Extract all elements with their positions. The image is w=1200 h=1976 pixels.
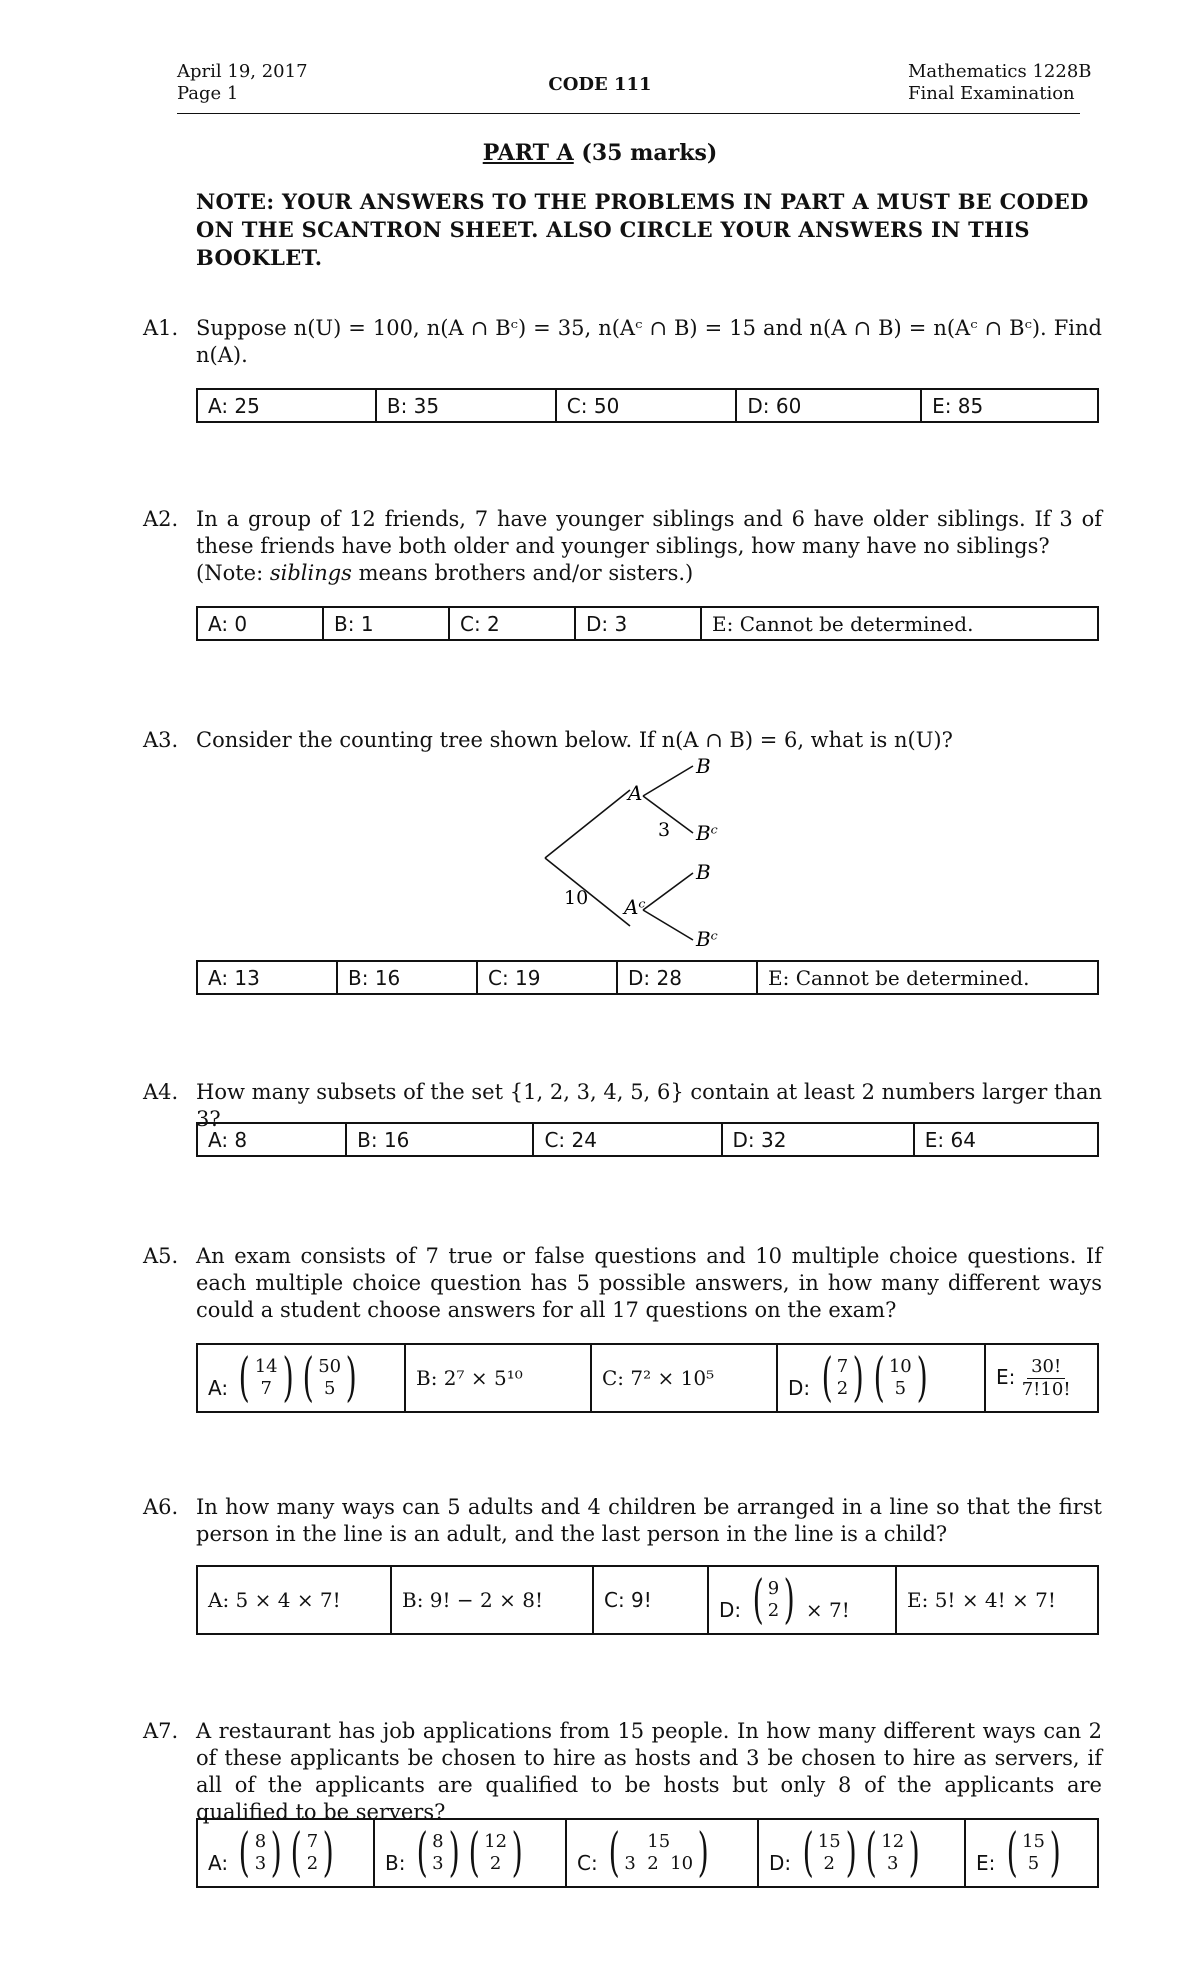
binom-top: 14 [254,1356,278,1377]
question-number: A3. [143,728,179,752]
question-number: A1. [143,316,179,340]
binom-bottom: 5 [323,1378,336,1399]
tree-leaf-b: B [696,754,711,778]
option-a[interactable]: A: 0 [197,607,323,640]
binomial: ( 8 3 ) [239,1823,282,1883]
answer-options [196,1343,1099,1413]
binom-top: 12 [484,1831,508,1852]
option-c[interactable]: C: 19 [477,961,617,994]
binom-bottom: 2 [306,1853,319,1874]
option-d[interactable] [777,1344,985,1412]
tree-branch-label: 10 [564,887,589,909]
option-label: A: [208,1851,229,1875]
option-c[interactable]: C: 50 [556,389,737,422]
option-label: A: [208,1376,229,1400]
page-number: Page 1 [177,83,239,104]
option-d[interactable]: D: 28 [617,961,757,994]
binom-top: 7 [836,1356,849,1377]
option-e[interactable]: E: Cannot be determined. [701,607,1098,640]
binom-bottom: 5 [1027,1853,1040,1874]
question-text: In how many ways can 5 adults and 4 children be arranged in a line so that the first person in the line is an adult, and the last person in the line is a child? [196,1495,1102,1546]
option-a[interactable] [197,1344,405,1412]
question-number: A2. [143,507,179,531]
binomial: ( 7 2 ) [821,1348,864,1408]
note-prefix: (Note: [196,561,270,585]
binom-bottom: 2 [767,1600,780,1621]
binom-top: 12 [881,1831,905,1852]
option-b[interactable]: B: 16 [337,961,477,994]
header-rule [177,113,1080,114]
course-name: Mathematics 1228B [908,61,1092,82]
exam-name: Final Examination [908,83,1075,104]
option-b[interactable] [374,1819,566,1887]
binom-top: 10 [888,1356,912,1377]
answer-options [196,960,1099,995]
tree-edge-root-a [545,790,630,858]
tree-node-a: A [628,781,643,805]
option-d[interactable]: D: 32 [722,1123,914,1156]
question-text: An exam consists of 7 true or false questions and 10 multiple choice questions. If each multiple choice question has 5 possible answers, in how many different ways could a student choose answers for all 17 questions on the exam? [196,1244,1102,1322]
question-number: A7. [143,1719,179,1743]
tree-node-ac: Aᶜ [624,895,646,919]
option-a[interactable]: A: 13 [197,961,337,994]
header-right [908,61,1092,105]
binom-top: 8 [254,1831,267,1852]
binom-bottom: 3 [887,1853,899,1874]
option-b[interactable]: B: 35 [376,389,556,422]
option-e[interactable]: E: 85 [921,389,1098,422]
binomial: ( 15 5 ) [1006,1823,1061,1883]
fraction-denominator: 7!10! [1021,1378,1071,1400]
question-text: How many subsets of the set {1, 2, 3, 4, 5, 6} contain at least 2 numbers larger than 3? [196,1080,1102,1131]
option-c[interactable]: C: 2 [449,607,575,640]
binom-bottom: 7 [260,1378,272,1399]
option-e[interactable] [985,1344,1098,1412]
option-label: D: [719,1598,742,1622]
binom-bottom: 3 [254,1853,267,1874]
fraction [1022,1356,1071,1401]
option-label: D: [788,1376,811,1400]
counting-tree-diagram [530,750,760,950]
binom-top: 7 [306,1831,319,1852]
binom-top: 9 [767,1578,780,1599]
instructions-note: NOTE: YOUR ANSWERS TO THE PROBLEMS IN PART A MUST BE CODED ON THE SCANTRON SHEET. ALSO CIRCLE YOUR ANSWERS IN THIS BOOKLET. [196,189,1089,270]
tree-leaf-b: B [696,860,711,884]
note-term: siblings [269,561,352,585]
binomial: ( 15 2 ) [802,1823,857,1883]
option-b[interactable]: B: 9! − 2 × 8! [391,1566,593,1634]
option-d[interactable] [708,1566,896,1634]
question-number: A4. [143,1080,179,1104]
binom-top: 50 [318,1356,342,1377]
option-a[interactable]: A: 8 [197,1123,346,1156]
option-e[interactable]: E: 5! × 4! × 7! [896,1566,1098,1634]
multinomial: ( 15 3 2 10 ) [608,1823,709,1883]
binomial: ( 12 2 ) [468,1823,523,1883]
option-label: B: [385,1851,406,1875]
question-text: Consider the counting tree shown below. If n(A ∩ B) = 6, what is n(U)? [196,728,953,752]
option-e[interactable]: E: Cannot be determined. [757,961,1098,994]
binomial: ( 50 5 ) [302,1348,357,1408]
option-c[interactable]: C: 7² × 10⁵ [591,1344,777,1412]
tree-leaf-bc: Bᶜ [696,927,718,950]
note-suffix: means brothers and/or sisters.) [351,561,694,585]
binom-bottom: 5 [894,1378,907,1399]
tree-edge-ac-b [643,873,693,910]
binom-top: 15 [1022,1831,1045,1852]
option-label: E: [976,1851,996,1875]
answer-options [196,1818,1099,1888]
answer-options [196,606,1099,641]
part-marks: (35 marks) [581,140,718,166]
option-e[interactable]: E: 64 [914,1123,1098,1156]
binom-top: 15 [817,1831,841,1852]
exam-code: CODE 111 [548,74,652,95]
binom-bottom: 3 2 10 [624,1853,694,1874]
option-label: E: [996,1364,1016,1389]
binom-bottom: 2 [823,1853,835,1874]
option-a[interactable]: A: 25 [197,389,376,422]
part-heading [0,140,1200,166]
option-e[interactable] [965,1819,1098,1887]
binom-bottom: 3 [432,1853,444,1874]
option-d[interactable]: D: 60 [736,389,921,422]
option-b[interactable]: B: 2⁷ × 5¹⁰ [405,1344,591,1412]
binom-bottom: 2 [836,1378,849,1399]
binomial: ( 8 3 ) [416,1823,460,1883]
question-text: Suppose n(U) = 100, n(A ∩ Bᶜ) = 35, n(Aᶜ ∩ B) = 15 and n(A ∩ B) = n(Aᶜ ∩ Bᶜ). Find n(A). [196,316,1102,367]
option-tail: × 7! [805,1598,850,1622]
tree-edge-a-b [643,766,693,796]
question-number: A6. [143,1495,179,1519]
fraction-numerator: 30! [1027,1356,1065,1379]
binom-bottom: 2 [489,1853,502,1874]
option-label: D: [769,1851,792,1875]
binom-top: 15 [647,1831,671,1852]
option-b[interactable]: B: 1 [323,607,449,640]
binomial: ( 7 2 ) [291,1823,334,1883]
question-body: In a group of 12 friends, 7 have younger siblings and 6 have older siblings. If 3 of these friends have both older and younger siblings, how many have no siblings? [196,507,1102,558]
question-text [196,506,1102,587]
question-number: A5. [143,1244,179,1268]
option-a[interactable]: A: 5 × 4 × 7! [197,1566,391,1634]
binomial: ( 12 3 ) [865,1823,920,1883]
option-a[interactable] [197,1819,374,1887]
tree-leaf-bc: Bᶜ [696,821,718,845]
binomial: ( 10 5 ) [873,1348,928,1408]
answer-options [196,1122,1099,1157]
tree-edge-ac-bc [643,910,693,940]
option-b[interactable]: B: 16 [346,1123,533,1156]
binomial: ( 14 7 ) [239,1348,294,1408]
answer-options [196,388,1099,423]
option-d[interactable] [758,1819,965,1887]
tree-branch-label: 3 [658,819,671,841]
question-note [196,560,1102,587]
option-d[interactable]: D: 3 [575,607,701,640]
question-text: A restaurant has job applications from 15 people. In how many different ways can 2 of these applicants be chosen to hire as hosts and 3 be chosen to hire as servers, if all of the applicants are qualified to be hosts but only 8 of the applicants are qualified to be servers? [196,1719,1102,1824]
option-c[interactable]: C: 9! [593,1566,708,1634]
exam-date: April 19, 2017 [177,61,308,82]
option-label: C: [577,1851,598,1875]
option-c[interactable]: C: 24 [533,1123,721,1156]
binomial: ( 9 2 ) [752,1570,795,1630]
binom-top: 8 [432,1831,444,1852]
option-c[interactable] [566,1819,758,1887]
part-title: PART A [482,140,574,166]
answer-options [196,1565,1099,1635]
